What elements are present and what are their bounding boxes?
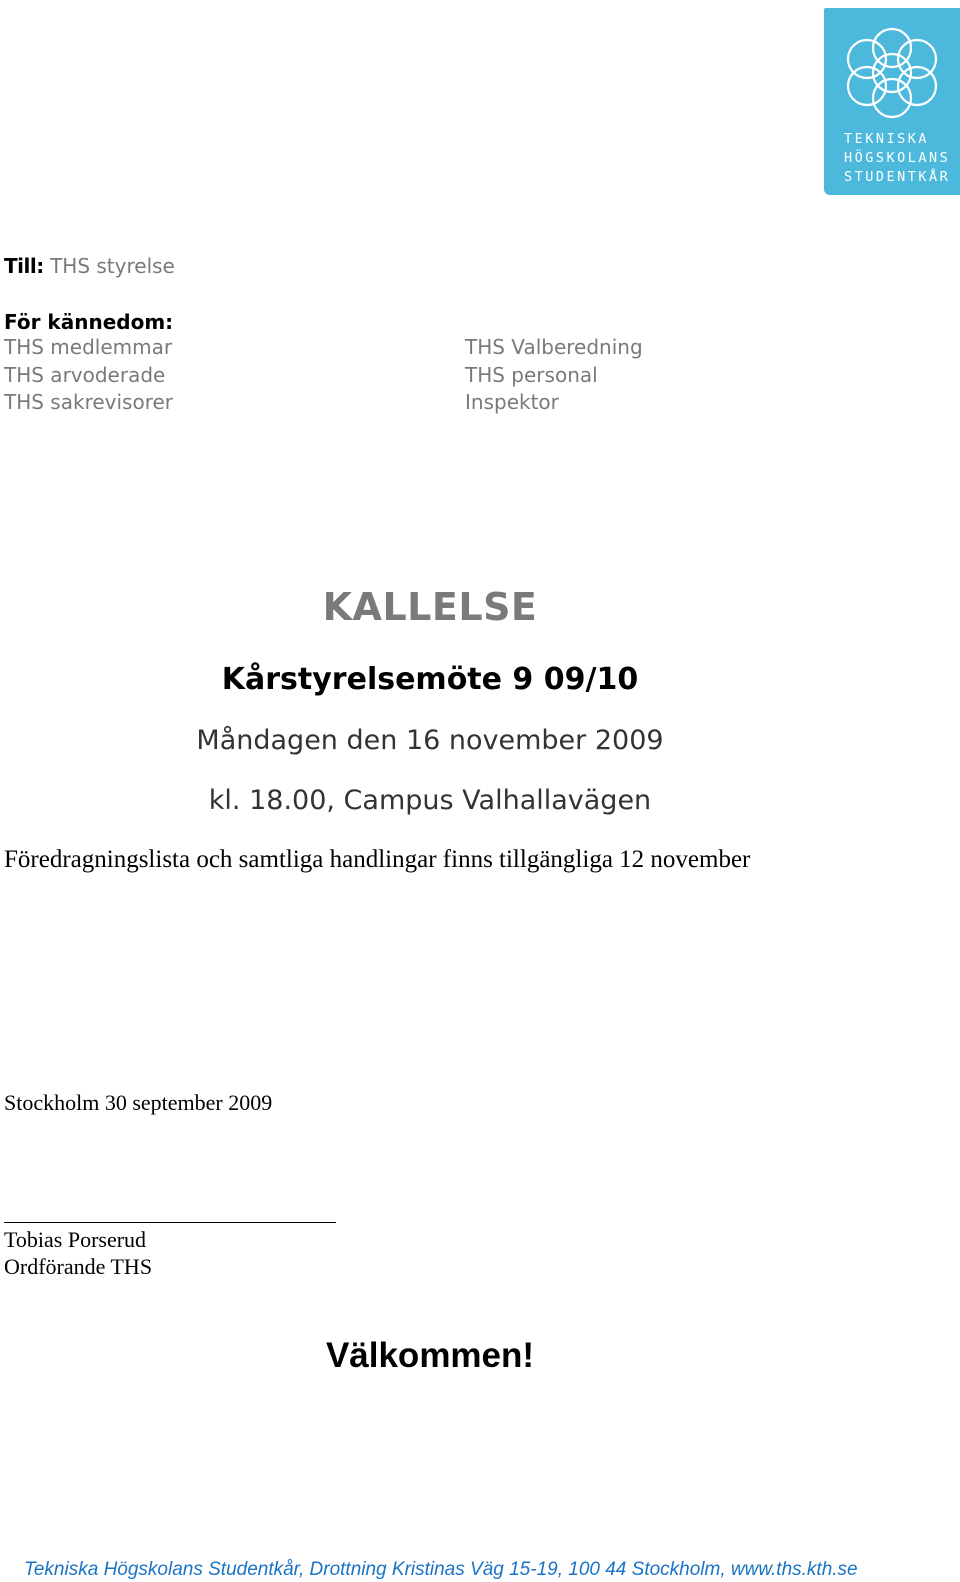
recipient-item: THS personal	[465, 362, 598, 387]
footer-address: Tekniska Högskolans Studentkår, Drottning Kristinas Väg 15-19, 100 44 Stockholm, www.ths.kth.se	[24, 1559, 858, 1580]
welcome-text: Välkommen!	[325, 1336, 535, 1375]
document-title: KALLELSE	[322, 585, 538, 629]
ths-logo	[824, 8, 960, 195]
kannedom-list-right	[465, 334, 643, 417]
place-date: Stockholm 30 september 2009	[4, 1090, 273, 1115]
meeting-time-place: kl. 18.00, Campus Valhallavägen	[208, 785, 652, 816]
logo-line: HÖGSKOLANS	[844, 150, 951, 166]
till-line	[4, 254, 175, 278]
logo-line: STUDENTKÅR	[844, 169, 951, 185]
till-value: THS styrelse	[50, 254, 175, 278]
recipient-item: THS medlemmar	[4, 335, 173, 359]
recipient-item: THS arvoderade	[4, 362, 166, 387]
recipient-item: Inspektor	[465, 390, 559, 414]
interlocking-rings-icon	[838, 18, 946, 128]
signer-name: Tobias Porserud	[4, 1227, 147, 1252]
meeting-date: Måndagen den 16 november 2009	[196, 725, 664, 756]
documents-notice: Föredragningslista och samtliga handlingar finns tillgängliga 12 november	[4, 846, 751, 873]
kannedom-list-left	[4, 334, 173, 417]
logo-line: TEKNISKA	[844, 131, 930, 147]
recipient-item: THS sakrevisorer	[4, 390, 174, 414]
signer-role: Ordförande THS	[4, 1254, 153, 1279]
till-label: Till:	[4, 254, 44, 278]
meeting-name: Kårstyrelsemöte 9 09/10	[221, 662, 639, 697]
kannedom-label: För kännedom:	[4, 310, 174, 334]
recipient-item: THS Valberedning	[465, 335, 643, 359]
logo-text	[844, 130, 950, 187]
signature-line	[4, 1222, 336, 1223]
